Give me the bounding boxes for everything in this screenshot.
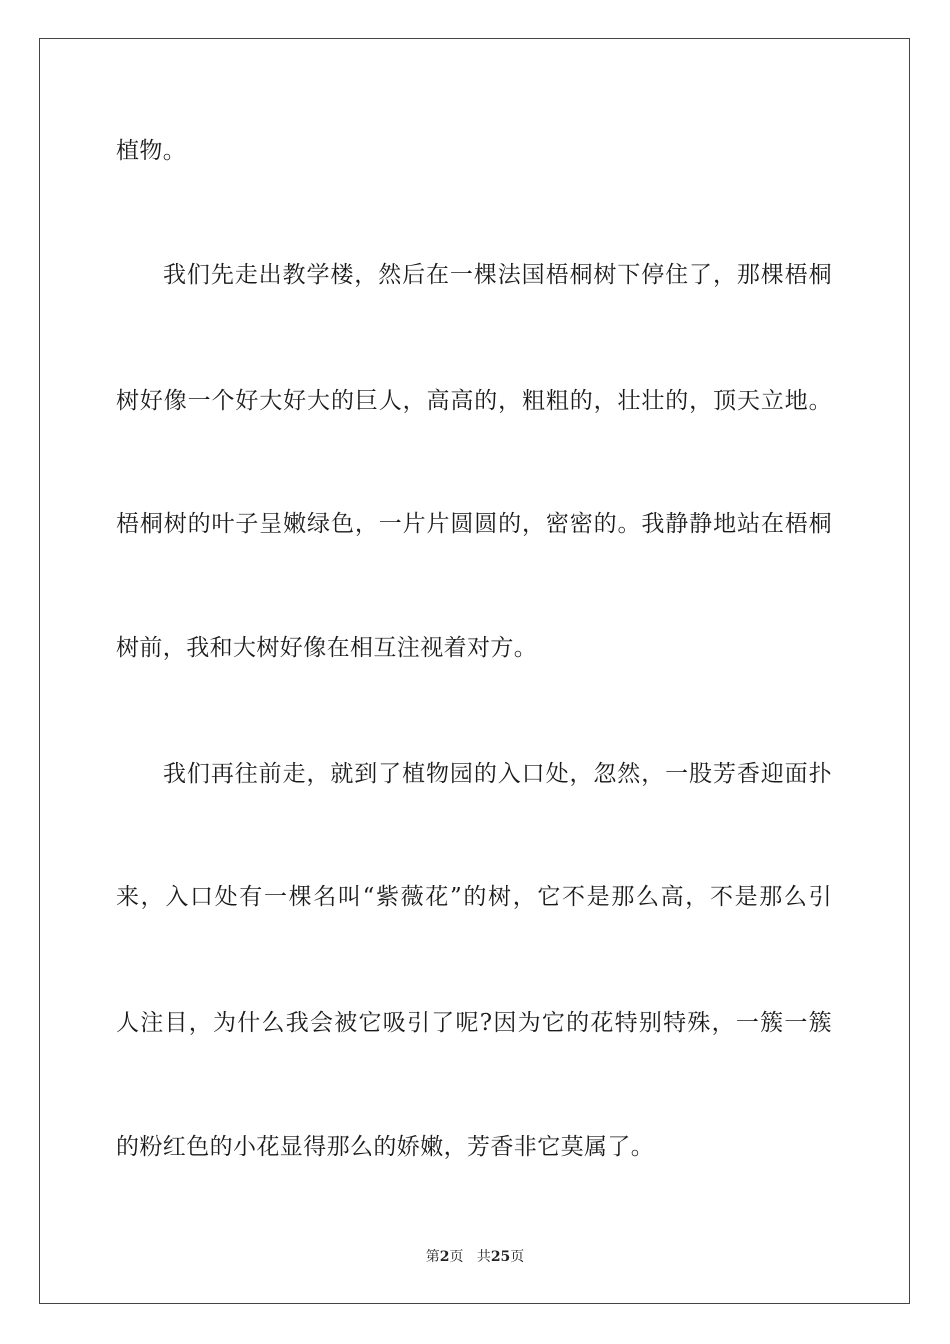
page-suffix: 页 [449,1249,464,1265]
page-prefix: 第 [425,1249,440,1265]
body-line-5: 树前，我和大树好像在相互注视着对方。 [116,635,538,661]
body-line-1: 植物。 [116,138,187,164]
body-line-3: 树好像一个好大好大的巨人，高高的，粗粗的，壮壮的，顶天立地。 [116,388,832,414]
page-footer [0,1247,950,1267]
body-line-9: 的粉红色的小花显得那么的娇嫩，芳香非它莫属了。 [116,1134,655,1160]
total-prefix: 共 [476,1249,491,1265]
body-line-7: 来，入口处有一棵名叫“紫薇花”的树，它不是那么高，不是那么引 [116,884,832,910]
page-number: 2 [439,1249,450,1265]
body-line-4: 梧桐树的叶子呈嫩绿色，一片片圆圆的，密密的。我静静地站在梧桐 [116,511,832,537]
total-suffix: 页 [510,1249,525,1265]
body-line-6: 我们再往前走，就到了植物园的入口处，忽然，一股芳香迎面扑 [163,761,832,787]
total-pages: 25 [490,1249,511,1265]
page-border [39,38,910,1304]
body-line-8: 人注目，为什么我会被它吸引了呢?因为它的花特别特殊，一簇一簇 [116,1010,832,1036]
body-line-2: 我们先走出教学楼，然后在一棵法国梧桐树下停住了，那棵梧桐 [163,262,832,288]
